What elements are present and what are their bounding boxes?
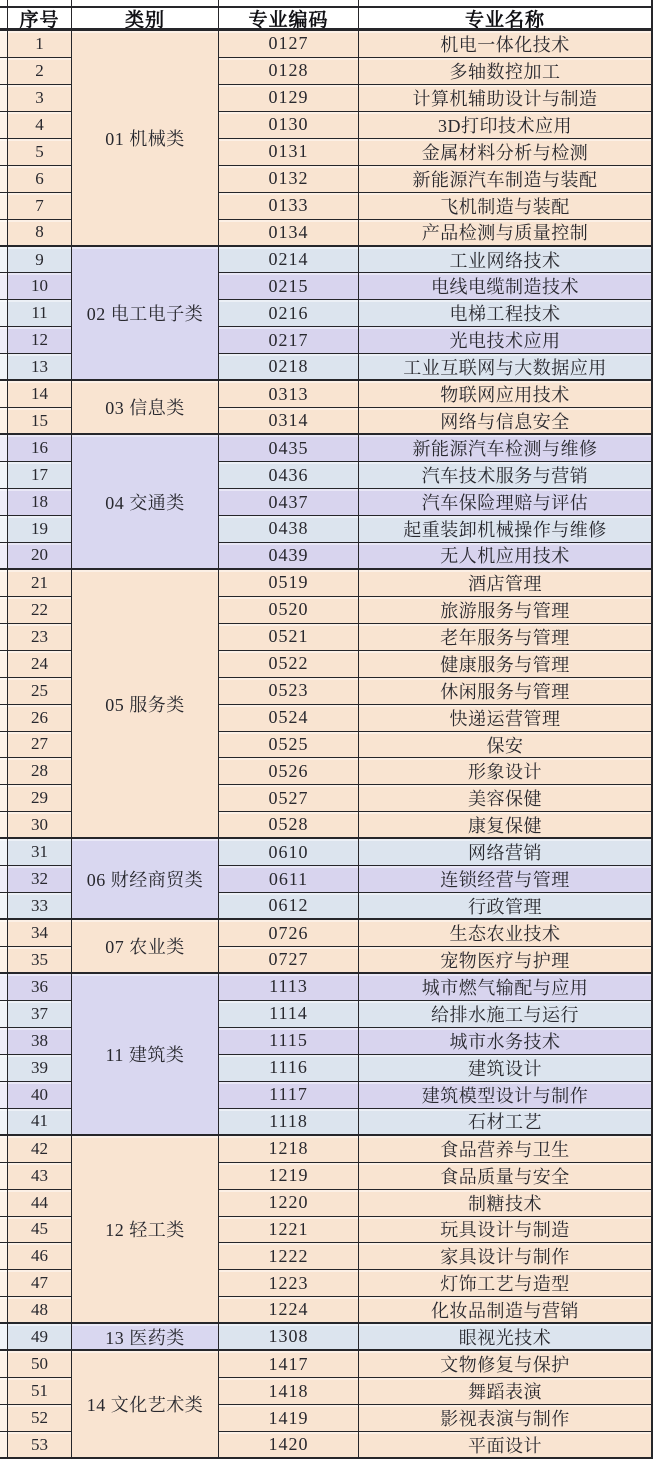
- code-cell: 1224: [219, 1297, 359, 1324]
- left-margin-cell: [0, 1297, 8, 1324]
- serial-cell: 45: [8, 1217, 72, 1244]
- code-cell: 1219: [219, 1163, 359, 1190]
- name-cell: 美容保健: [359, 785, 653, 812]
- category-cell: 04 交通类: [72, 435, 219, 570]
- code-cell: 0128: [219, 58, 359, 85]
- left-margin-cell: [0, 893, 8, 920]
- left-margin-cell: [0, 947, 8, 974]
- name-cell: 新能源汽车制造与装配: [359, 166, 653, 193]
- serial-cell: 53: [8, 1432, 72, 1459]
- serial-cell: 47: [8, 1270, 72, 1297]
- code-cell: 1419: [219, 1405, 359, 1432]
- serial-cell: 27: [8, 732, 72, 759]
- header-major-name: 专业名称: [359, 8, 653, 31]
- left-margin-cell: [0, 1109, 8, 1136]
- serial-cell: 3: [8, 85, 72, 112]
- code-cell: 0523: [219, 678, 359, 705]
- serial-cell: 51: [8, 1378, 72, 1405]
- name-cell: 无人机应用技术: [359, 543, 653, 570]
- name-cell: 金属材料分析与检测: [359, 139, 653, 166]
- name-cell: 老年服务与管理: [359, 624, 653, 651]
- serial-cell: 24: [8, 651, 72, 678]
- name-cell: 工业互联网与大数据应用: [359, 354, 653, 381]
- code-cell: 1420: [219, 1432, 359, 1459]
- left-margin-cell: [0, 1378, 8, 1405]
- serial-cell: 21: [8, 570, 72, 597]
- left-margin-cell: [0, 435, 8, 462]
- category-cell: 05 服务类: [72, 570, 219, 839]
- name-cell: 石材工艺: [359, 1109, 653, 1136]
- code-cell: 0218: [219, 354, 359, 381]
- name-cell: 酒店管理: [359, 570, 653, 597]
- left-margin-cell: [0, 974, 8, 1001]
- name-cell: 建筑设计: [359, 1055, 653, 1082]
- left-margin-cell: [0, 624, 8, 651]
- serial-cell: 14: [8, 381, 72, 408]
- header-left-margin: [0, 8, 8, 31]
- code-cell: 1222: [219, 1243, 359, 1270]
- serial-cell: 41: [8, 1109, 72, 1136]
- name-cell: 连锁经营与管理: [359, 866, 653, 893]
- left-margin-cell: [0, 678, 8, 705]
- serial-cell: 22: [8, 597, 72, 624]
- header-serial-number: 序号: [8, 8, 72, 31]
- name-cell: 生态农业技术: [359, 920, 653, 947]
- left-margin-cell: [0, 812, 8, 839]
- serial-cell: 39: [8, 1055, 72, 1082]
- category-cell: 13 医药类: [72, 1324, 219, 1351]
- code-cell: 0437: [219, 489, 359, 516]
- serial-cell: 30: [8, 812, 72, 839]
- code-cell: 1221: [219, 1217, 359, 1244]
- code-cell: 0313: [219, 381, 359, 408]
- serial-cell: 42: [8, 1136, 72, 1163]
- top-margin: [72, 0, 219, 8]
- name-cell: 3D打印技术应用: [359, 112, 653, 139]
- serial-cell: 34: [8, 920, 72, 947]
- left-margin-cell: [0, 408, 8, 435]
- code-cell: 1114: [219, 1001, 359, 1028]
- code-cell: 1118: [219, 1109, 359, 1136]
- left-margin-cell: [0, 920, 8, 947]
- left-margin-cell: [0, 489, 8, 516]
- left-margin-cell: [0, 354, 8, 381]
- code-cell: 0439: [219, 543, 359, 570]
- left-margin-cell: [0, 58, 8, 85]
- name-cell: 工业网络技术: [359, 247, 653, 274]
- serial-cell: 35: [8, 947, 72, 974]
- name-cell: 城市燃气输配与应用: [359, 974, 653, 1001]
- name-cell: 计算机辅助设计与制造: [359, 85, 653, 112]
- name-cell: 食品质量与安全: [359, 1163, 653, 1190]
- code-cell: 1117: [219, 1082, 359, 1109]
- category-cell: 02 电工电子类: [72, 247, 219, 382]
- category-cell: 12 轻工类: [72, 1136, 219, 1325]
- left-margin-cell: [0, 516, 8, 543]
- code-cell: 1218: [219, 1136, 359, 1163]
- left-margin-cell: [0, 651, 8, 678]
- name-cell: 影视表演与制作: [359, 1405, 653, 1432]
- name-cell: 旅游服务与管理: [359, 597, 653, 624]
- left-margin-cell: [0, 758, 8, 785]
- name-cell: 灯饰工艺与造型: [359, 1270, 653, 1297]
- left-margin-cell: [0, 570, 8, 597]
- serial-cell: 11: [8, 300, 72, 327]
- left-margin-cell: [0, 705, 8, 732]
- serial-cell: 25: [8, 678, 72, 705]
- name-cell: 电线电缆制造技术: [359, 273, 653, 300]
- left-margin-cell: [0, 1324, 8, 1351]
- left-margin-cell: [0, 1432, 8, 1459]
- serial-cell: 1: [8, 31, 72, 58]
- name-cell: 保安: [359, 732, 653, 759]
- name-cell: 光电技术应用: [359, 327, 653, 354]
- code-cell: 1417: [219, 1351, 359, 1378]
- left-margin-cell: [0, 166, 8, 193]
- left-margin-cell: [0, 220, 8, 247]
- left-margin-cell: [0, 866, 8, 893]
- code-cell: 0612: [219, 893, 359, 920]
- serial-cell: 36: [8, 974, 72, 1001]
- name-cell: 康复保健: [359, 812, 653, 839]
- code-cell: 0525: [219, 732, 359, 759]
- name-cell: 化妆品制造与营销: [359, 1297, 653, 1324]
- serial-cell: 15: [8, 408, 72, 435]
- code-cell: 0216: [219, 300, 359, 327]
- left-margin-cell: [0, 1243, 8, 1270]
- name-cell: 玩具设计与制造: [359, 1217, 653, 1244]
- left-margin-cell: [0, 139, 8, 166]
- left-margin-cell: [0, 1351, 8, 1378]
- category-cell: 03 信息类: [72, 381, 219, 435]
- serial-cell: 49: [8, 1324, 72, 1351]
- code-cell: 0519: [219, 570, 359, 597]
- left-margin-cell: [0, 193, 8, 220]
- serial-cell: 29: [8, 785, 72, 812]
- top-margin: [8, 0, 72, 8]
- left-margin-cell: [0, 1190, 8, 1217]
- code-cell: 0611: [219, 866, 359, 893]
- serial-cell: 4: [8, 112, 72, 139]
- category-cell: 07 农业类: [72, 920, 219, 974]
- left-margin-cell: [0, 1405, 8, 1432]
- name-cell: 建筑模型设计与制作: [359, 1082, 653, 1109]
- name-cell: 网络与信息安全: [359, 408, 653, 435]
- name-cell: 平面设计: [359, 1432, 653, 1459]
- code-cell: 0524: [219, 705, 359, 732]
- left-margin-cell: [0, 597, 8, 624]
- name-cell: 起重装卸机械操作与维修: [359, 516, 653, 543]
- code-cell: 1418: [219, 1378, 359, 1405]
- code-cell: 0314: [219, 408, 359, 435]
- name-cell: 宠物医疗与护理: [359, 947, 653, 974]
- serial-cell: 9: [8, 247, 72, 274]
- serial-cell: 8: [8, 220, 72, 247]
- serial-cell: 2: [8, 58, 72, 85]
- top-margin: [0, 0, 8, 8]
- left-margin-cell: [0, 300, 8, 327]
- code-cell: 0134: [219, 220, 359, 247]
- name-cell: 产品检测与质量控制: [359, 220, 653, 247]
- name-cell: 物联网应用技术: [359, 381, 653, 408]
- name-cell: 眼视光技术: [359, 1324, 653, 1351]
- serial-cell: 43: [8, 1163, 72, 1190]
- code-cell: 0129: [219, 85, 359, 112]
- serial-cell: 40: [8, 1082, 72, 1109]
- serial-cell: 7: [8, 193, 72, 220]
- name-cell: 健康服务与管理: [359, 651, 653, 678]
- serial-cell: 32: [8, 866, 72, 893]
- serial-cell: 20: [8, 543, 72, 570]
- name-cell: 城市水务技术: [359, 1028, 653, 1055]
- left-margin-cell: [0, 85, 8, 112]
- name-cell: 形象设计: [359, 758, 653, 785]
- left-margin-cell: [0, 327, 8, 354]
- code-cell: 1308: [219, 1324, 359, 1351]
- code-cell: 0215: [219, 273, 359, 300]
- name-cell: 电梯工程技术: [359, 300, 653, 327]
- serial-cell: 23: [8, 624, 72, 651]
- serial-cell: 28: [8, 758, 72, 785]
- name-cell: 舞蹈表演: [359, 1378, 653, 1405]
- code-cell: 0726: [219, 920, 359, 947]
- left-margin-cell: [0, 785, 8, 812]
- serial-cell: 44: [8, 1190, 72, 1217]
- name-cell: 制糖技术: [359, 1190, 653, 1217]
- left-margin-cell: [0, 1163, 8, 1190]
- name-cell: 汽车保险理赔与评估: [359, 489, 653, 516]
- name-cell: 给排水施工与运行: [359, 1001, 653, 1028]
- top-margin: [219, 0, 359, 8]
- name-cell: 飞机制造与装配: [359, 193, 653, 220]
- code-cell: 0727: [219, 947, 359, 974]
- left-margin-cell: [0, 1136, 8, 1163]
- code-cell: 1220: [219, 1190, 359, 1217]
- name-cell: 家具设计与制作: [359, 1243, 653, 1270]
- name-cell: 快递运营管理: [359, 705, 653, 732]
- code-cell: 0436: [219, 462, 359, 489]
- name-cell: 多轴数控加工: [359, 58, 653, 85]
- name-cell: 新能源汽车检测与维修: [359, 435, 653, 462]
- name-cell: 汽车技术服务与营销: [359, 462, 653, 489]
- left-margin-cell: [0, 1028, 8, 1055]
- serial-cell: 16: [8, 435, 72, 462]
- top-margin: [359, 0, 653, 8]
- left-margin-cell: [0, 543, 8, 570]
- code-cell: 1223: [219, 1270, 359, 1297]
- serial-cell: 46: [8, 1243, 72, 1270]
- code-cell: 0214: [219, 247, 359, 274]
- left-margin-cell: [0, 273, 8, 300]
- serial-cell: 17: [8, 462, 72, 489]
- serial-cell: 26: [8, 705, 72, 732]
- code-cell: 0521: [219, 624, 359, 651]
- serial-cell: 6: [8, 166, 72, 193]
- code-cell: 0132: [219, 166, 359, 193]
- name-cell: 食品营养与卫生: [359, 1136, 653, 1163]
- serial-cell: 10: [8, 273, 72, 300]
- code-cell: 0133: [219, 193, 359, 220]
- code-cell: 0528: [219, 812, 359, 839]
- left-margin-cell: [0, 839, 8, 866]
- header-major-code: 专业编码: [219, 8, 359, 31]
- serial-cell: 19: [8, 516, 72, 543]
- code-cell: 1116: [219, 1055, 359, 1082]
- category-cell: 01 机械类: [72, 31, 219, 247]
- serial-cell: 31: [8, 839, 72, 866]
- left-margin-cell: [0, 462, 8, 489]
- name-cell: 网络营销: [359, 839, 653, 866]
- serial-cell: 38: [8, 1028, 72, 1055]
- left-margin-cell: [0, 1001, 8, 1028]
- left-margin-cell: [0, 31, 8, 58]
- left-margin-cell: [0, 1217, 8, 1244]
- serial-cell: 12: [8, 327, 72, 354]
- code-cell: 0130: [219, 112, 359, 139]
- name-cell: 行政管理: [359, 893, 653, 920]
- left-margin-cell: [0, 247, 8, 274]
- code-cell: 0520: [219, 597, 359, 624]
- code-cell: 1113: [219, 974, 359, 1001]
- serial-cell: 48: [8, 1297, 72, 1324]
- name-cell: 机电一体化技术: [359, 31, 653, 58]
- serial-cell: 50: [8, 1351, 72, 1378]
- serial-cell: 33: [8, 893, 72, 920]
- category-cell: 11 建筑类: [72, 974, 219, 1136]
- code-cell: 0435: [219, 435, 359, 462]
- code-cell: 0131: [219, 139, 359, 166]
- name-cell: 文物修复与保护: [359, 1351, 653, 1378]
- code-cell: 0526: [219, 758, 359, 785]
- left-margin-cell: [0, 732, 8, 759]
- code-cell: 0610: [219, 839, 359, 866]
- left-margin-cell: [0, 112, 8, 139]
- code-cell: 1115: [219, 1028, 359, 1055]
- serial-cell: 37: [8, 1001, 72, 1028]
- code-cell: 0217: [219, 327, 359, 354]
- code-cell: 0527: [219, 785, 359, 812]
- left-margin-cell: [0, 381, 8, 408]
- code-cell: 0438: [219, 516, 359, 543]
- left-margin-cell: [0, 1055, 8, 1082]
- left-margin-cell: [0, 1082, 8, 1109]
- serial-cell: 13: [8, 354, 72, 381]
- serial-cell: 18: [8, 489, 72, 516]
- category-cell: 14 文化艺术类: [72, 1351, 219, 1459]
- left-margin-cell: [0, 1270, 8, 1297]
- category-cell: 06 财经商贸类: [72, 839, 219, 920]
- name-cell: 休闲服务与管理: [359, 678, 653, 705]
- code-cell: 0127: [219, 31, 359, 58]
- serial-cell: 5: [8, 139, 72, 166]
- serial-cell: 52: [8, 1405, 72, 1432]
- header-category: 类别: [72, 8, 219, 31]
- code-cell: 0522: [219, 651, 359, 678]
